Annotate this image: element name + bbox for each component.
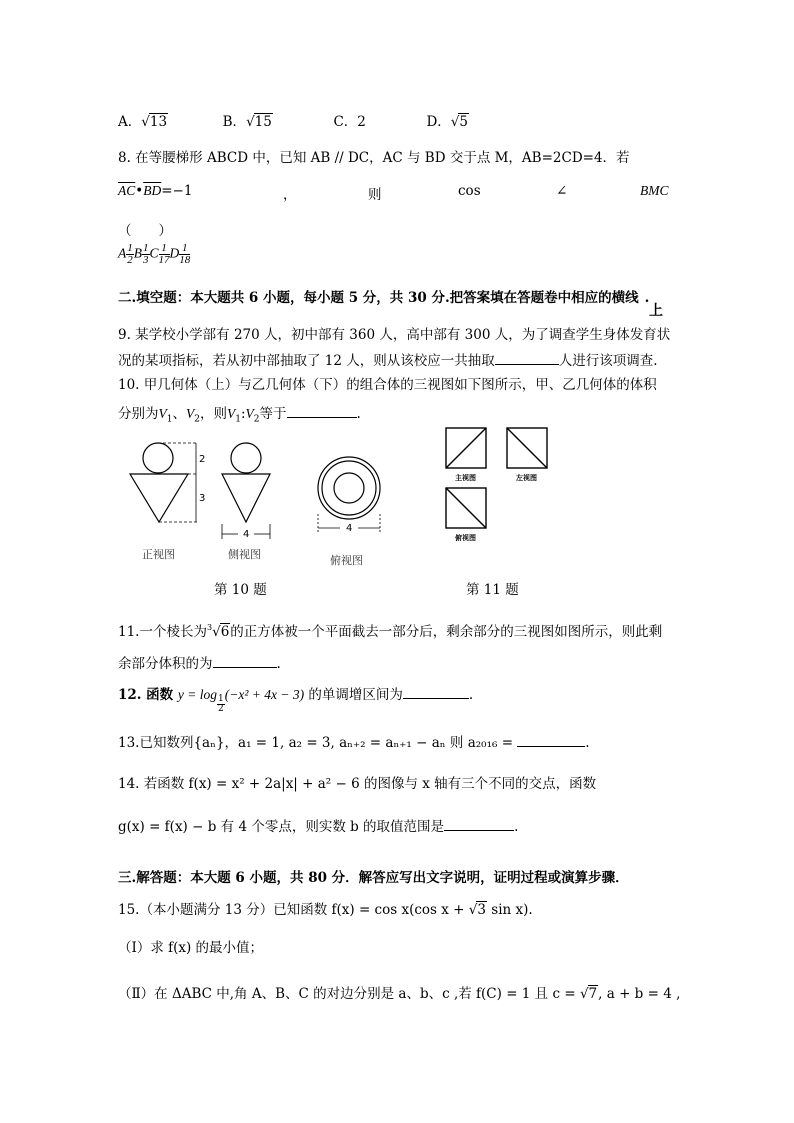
caption-side: 左视图 xyxy=(516,474,537,482)
dim-top: 2 xyxy=(199,454,206,465)
dim-mid: 3 xyxy=(199,493,206,504)
caption-front: 正视图 xyxy=(142,548,175,561)
q14-answer-blank[interactable] xyxy=(444,830,514,831)
q9-line2: 况的某项指标，若从初中部抽取了 12 人，则从该校应一共抽取 人进行该项调查. xyxy=(118,353,658,369)
section-2-heading: 二.填空题：本大题共 6 小题，每小题 5 分，共 30 分.把答案填在答题卷中相应的横线 . xyxy=(118,290,650,306)
front-view-square xyxy=(446,428,486,468)
q7-option-b: B．√15 xyxy=(222,114,272,130)
figure-11-label: 第 11 题 xyxy=(466,582,519,598)
q14-line1: 14. 若函数 f(x) = x² + 2a|x| + a² − 6 的图像与 x 轴有三个不同的交点，函数 xyxy=(118,776,597,792)
q11-line1: 11.一个棱长为$^3$√6的正方体被一个平面截去一部分后，剩余部分的三视图如图所示，则此剩 xyxy=(118,623,663,640)
q9-answer-blank[interactable] xyxy=(495,364,559,365)
section-3-heading: 三.解答题：本大题 6 小题，共 80 分．解答应写出文字说明，证明过程或演算步骤． xyxy=(118,870,629,886)
front-view xyxy=(130,443,188,522)
q7-option-c: C．2 xyxy=(333,114,366,130)
dim-top-width: 4 xyxy=(346,523,353,534)
dim-side-width: 4 xyxy=(243,529,250,540)
q8-paren: （ ） xyxy=(118,223,172,239)
q8-line1: 8. 在等腰梯形 ABCD 中，已知 AB // DC，AC 与 BD 交于点 M，AB=2CD=4．若 xyxy=(118,150,630,166)
figure-11 xyxy=(440,425,560,549)
q12: 12. 函数 y = log $\frac{1}{2}$ (−x² + 4x − 3) 的单调增区间为 . xyxy=(118,687,474,714)
caption-top: 俯视图 xyxy=(330,554,363,567)
q12-answer-blank[interactable] xyxy=(403,698,469,699)
top-view-square xyxy=(446,488,486,528)
q8-options: A $\frac{1}{2}$ B $\frac{1}{3}$ C $\frac{1}{17}$ D $\frac{1}{18}$ xyxy=(118,242,191,266)
caption-front: 主视图 xyxy=(455,474,476,482)
q13: 13.已知数列{aₙ}，a₁ = 1, a₂ = 3, aₙ₊₂ = aₙ₊₁ − aₙ 则 a₂₀₁₆ = . xyxy=(118,735,590,751)
side-view-square xyxy=(507,428,547,468)
q10-line1: 10. 甲几何体（上）与乙几何体（下）的组合体的三视图如下图所示，甲、乙几何体的体积 xyxy=(118,377,657,393)
section-2-overflow: 上 xyxy=(649,303,663,319)
dimension-markers xyxy=(158,443,198,522)
q14-line2: g(x) = f(x) − b 有 4 个零点，则实数 b 的取值范围是 . xyxy=(118,819,519,835)
q15-part1: （Ⅰ）求 f(x) 的最小值； xyxy=(118,940,264,956)
q7-option-a: A．√13 xyxy=(118,114,168,130)
q9-line1: 9. 某学校小学部有 270 人，初中部有 360 人，高中部有 300 人，为了调查学生身体发育状 xyxy=(118,327,671,343)
caption-side: 侧视图 xyxy=(228,548,261,561)
figure-10-label: 第 10 题 xyxy=(214,582,267,598)
q8-line2: $\overline{AC}•\overline{BD}=-1$ ， 则 cos ∠ BMC xyxy=(118,183,669,203)
q11-answer-blank[interactable] xyxy=(213,667,277,668)
caption-top: 俯视图 xyxy=(455,534,476,542)
figure-10 xyxy=(118,434,408,574)
q10-answer-blank[interactable] xyxy=(287,417,357,418)
side-view xyxy=(222,443,270,539)
q7-option-d: D．√5 xyxy=(426,114,468,130)
q15-part2: （Ⅱ）在 ΔABC 中,角 A、B、C 的对边分别是 a、b、c ,若 f(C) = 1 且 c = √7, a + b = 4 , xyxy=(118,986,681,1002)
q11-line2: 余部分体积的为 . xyxy=(118,656,281,672)
q10-line2: 分别为$V_1$、$V_2$，则$V_1:V_2$等于 . xyxy=(118,406,361,425)
q7-options xyxy=(118,110,469,130)
q15-stem: 15.（本小题满分 13 分）已知函数 f(x) = cos x(cos x + √3 sin x). xyxy=(118,902,533,918)
q13-answer-blank[interactable] xyxy=(517,746,585,747)
